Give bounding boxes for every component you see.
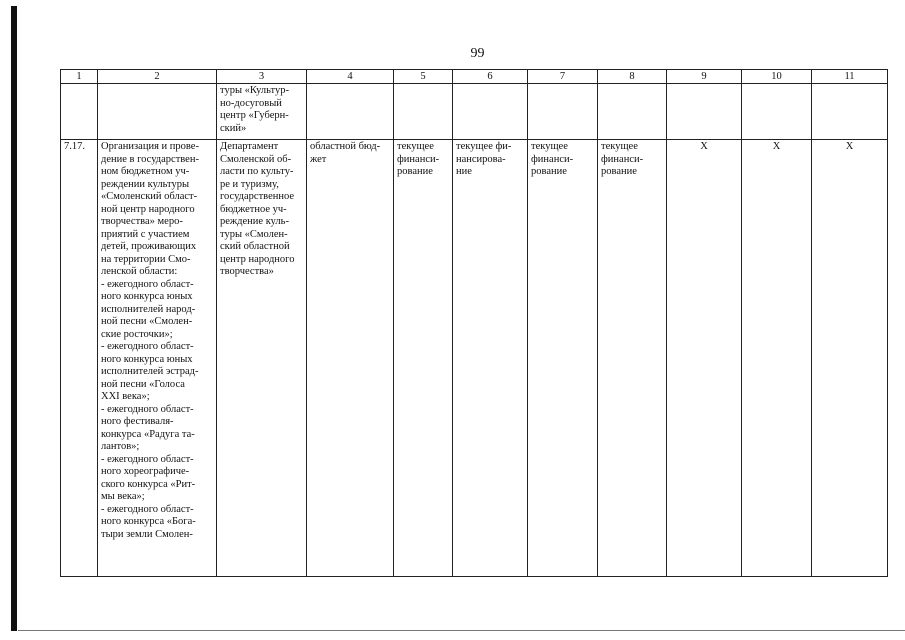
scan-left-edge [11,6,17,631]
budget-table [60,69,888,577]
row-number: 7.17. [61,140,98,577]
header-cell-9: 9 [667,70,742,84]
table-row [61,140,888,577]
row-cell-6: текущее фи- нансирова- ние [453,140,528,577]
page-number: 99 [470,46,485,61]
header-cell-6: 6 [453,70,528,84]
header-row [61,70,888,84]
header-cell-7: 7 [528,70,598,84]
continuation-row [61,84,888,140]
row-cell-8: текущее финанси- рование [598,140,667,577]
cont-cell-9 [667,84,742,140]
row-executor: Департамент Смоленской об- ласти по культу- ре и туризму, государственное бюджетное уч- реждение куль- туры «Смолен- ский областной центр народного творчества» [217,140,307,577]
header-cell-2: 2 [98,70,217,84]
row-cell-5: текущее финанси- рование [394,140,453,577]
row-cell-11: X [812,140,888,577]
row-cell-7: текущее финанси- рование [528,140,598,577]
cont-cell-10 [742,84,812,140]
cont-cell-6 [453,84,528,140]
cont-cell-4 [307,84,394,140]
header-cell-11: 11 [812,70,888,84]
row-cell-10: X [742,140,812,577]
cont-cell-8 [598,84,667,140]
cont-cell-1 [61,84,98,140]
header-cell-10: 10 [742,70,812,84]
header-cell-8: 8 [598,70,667,84]
cont-cell-7 [528,84,598,140]
row-cell-9: X [667,140,742,577]
cont-cell-11 [812,84,888,140]
row-description: Организация и прове- дение в государствен- ном бюджетном уч- реждении культуры «Смоленский област- ной центр народного творчества» меро- приятий с участием детей, проживающих на территории Смо- ленской области: - ежегодного област- ного конкурса юных исполнителей народ- ной песни «Смолен- ские росточки»; - ежегодного област- ного конкурса юных исполнителей эстрад- ной песни «Голоса XXI века»; - ежегодного област- ного фестиваля- конкурса «Радуга та- лантов»; - ежегодного област- ного хореографиче- ского конкурса «Рит- мы века»; - ежегодного област- ного конкурса «Бога- тыри земли Смолен- [98,140,217,577]
cont-cell-5 [394,84,453,140]
header-cell-4: 4 [307,70,394,84]
row-funding-source: областной бюд- жет [307,140,394,577]
header-cell-3: 3 [217,70,307,84]
cont-cell-2 [98,84,217,140]
header-cell-5: 5 [394,70,453,84]
header-cell-1: 1 [61,70,98,84]
scan-bottom-edge [18,630,905,631]
cont-cell-executor: туры «Культур- но-досуговый центр «Губерн- ский» [217,84,307,140]
